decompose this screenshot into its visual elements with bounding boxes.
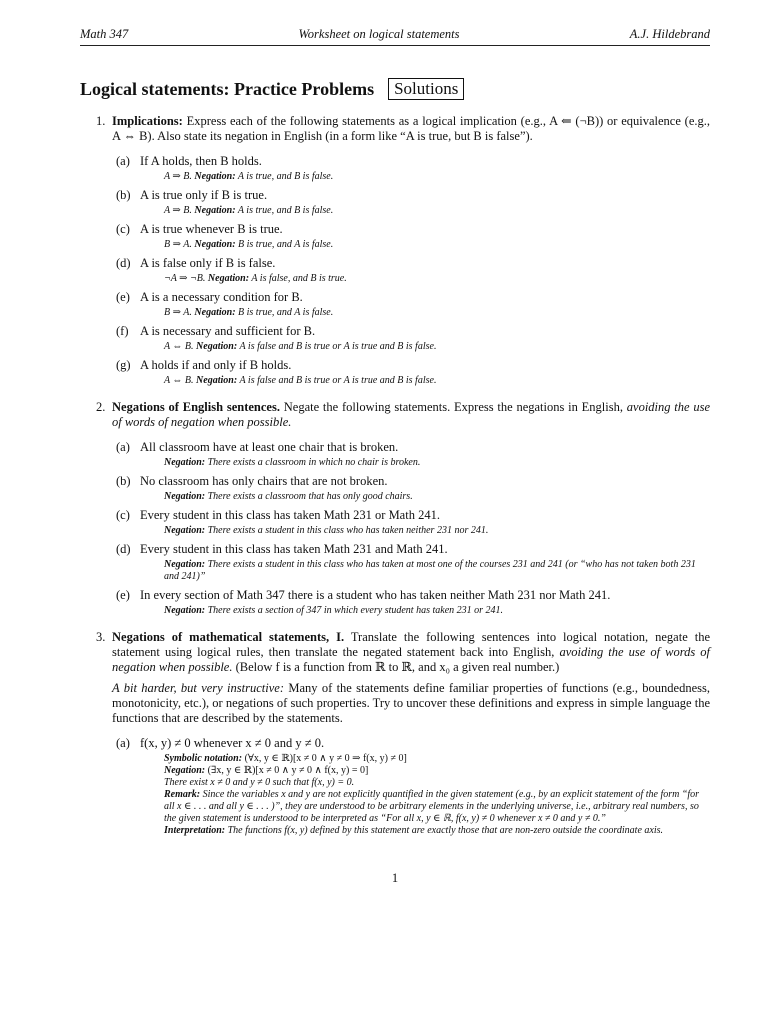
problem-heading: Negations of mathematical statements, I. xyxy=(112,630,345,644)
problem-1 xyxy=(80,114,710,387)
list-item xyxy=(112,154,710,183)
item-statement: A is false only if B is false. xyxy=(140,256,276,270)
problem-intro: Express each of the following statements as a logical implication (e.g., A ⇐ (¬B)) or equivalence (e.g., A ⇔ B). Also state its negation in English (in a form like “A is true, but B is false”). xyxy=(112,114,711,143)
problem-intro-emphasis: avoiding the use of words of negation when possible. xyxy=(112,400,711,429)
negation-label: Negation: xyxy=(164,525,206,536)
list-item xyxy=(112,474,710,503)
item-label: (a) xyxy=(116,736,130,750)
negation-text: A is false and B is true or A is true and B is false. xyxy=(239,341,437,352)
list-item xyxy=(112,222,710,251)
item-label: (d) xyxy=(116,256,131,270)
list-item xyxy=(112,542,710,583)
problem-2 xyxy=(80,400,710,617)
negation-text: (∃x, y ∈ ℝ)[x ≠ 0 ∧ y ≠ 0 ∧ f(x, y) = 0] xyxy=(207,765,369,776)
negation-text: A is false, and B is true. xyxy=(251,273,347,284)
item-answer xyxy=(140,491,710,503)
item-label: (a) xyxy=(116,154,130,168)
problem-items xyxy=(112,154,710,387)
list-item xyxy=(112,588,710,617)
note-text: Many of the statements define familiar properties of functions (e.g., boundedness, monotonicity, etc.), or negations of such properties. Try to uncover these definitions and express in simple language the functions that are described by the statements. xyxy=(112,681,711,725)
problem-intro-emphasis: avoiding the use of words of negation when possible. xyxy=(112,645,710,674)
negation-label: Negation: xyxy=(194,205,236,216)
item-label: (e) xyxy=(116,588,130,602)
list-item xyxy=(112,256,710,285)
item-answer xyxy=(140,205,710,217)
item-answer xyxy=(140,605,710,617)
list-item xyxy=(112,188,710,217)
item-statement: f(x, y) ≠ 0 whenever x ≠ 0 and y ≠ 0. xyxy=(140,736,325,750)
item-label: (b) xyxy=(116,474,131,488)
item-answer xyxy=(140,375,710,387)
solutions-badge: Solutions xyxy=(388,78,464,100)
list-item xyxy=(112,290,710,319)
negation-label: Negation: xyxy=(196,341,238,352)
symbolic-form: ¬A ⇒ ¬B. xyxy=(164,273,206,284)
negation-line xyxy=(164,765,710,777)
negation-text: A is true, and B is false. xyxy=(237,205,334,216)
remark-line xyxy=(164,789,710,825)
problem-number: 3. xyxy=(96,630,106,644)
item-statement: No classroom has only chairs that are not broken. xyxy=(140,474,388,488)
symbolic-label: Symbolic notation: xyxy=(164,753,243,764)
negation-text: There exists a student in this class who has taken at most one of the courses 231 and 241 (or “who has not taken both 231 and 241)” xyxy=(164,559,696,582)
item-statement: A holds if and only if B holds. xyxy=(140,358,292,372)
list-item xyxy=(112,508,710,537)
list-item xyxy=(112,440,710,469)
item-statement: A is true whenever B is true. xyxy=(140,222,283,236)
symbolic-form: A ⇒ B. xyxy=(164,205,192,216)
problem-items xyxy=(112,736,710,837)
problem-intro: Translate the following sentences into logical notation, negate the statement using logical rules, then translate the negated statement back into English, xyxy=(112,630,710,659)
item-answer xyxy=(140,239,710,251)
negation-label: Negation: xyxy=(164,765,206,776)
list-item xyxy=(112,324,710,353)
item-statement: A is a necessary condition for B. xyxy=(140,290,303,304)
author-name: A.J. Hildebrand xyxy=(629,27,710,41)
negation-text: A is false and B is true or A is true and B is false. xyxy=(239,375,437,386)
negation-label: Negation: xyxy=(194,307,236,318)
worksheet-title: Worksheet on logical statements xyxy=(298,27,460,41)
item-answer xyxy=(140,559,710,583)
negation-text: B is true, and A is false. xyxy=(238,307,334,318)
item-statement: All classroom have at least one chair that is broken. xyxy=(140,440,399,454)
item-label: (e) xyxy=(116,290,130,304)
problem-note xyxy=(112,681,710,726)
remark-label: Remark: xyxy=(164,789,201,800)
item-label: (c) xyxy=(116,508,130,522)
item-answer xyxy=(140,457,710,469)
running-header xyxy=(80,27,710,46)
problem-heading: Negations of English sentences. xyxy=(112,400,280,414)
symbolic-form: A ⇒ B. xyxy=(164,171,192,182)
negation-label: Negation: xyxy=(164,559,206,570)
item-label: (c) xyxy=(116,222,130,236)
page-number: 1 xyxy=(391,871,399,885)
negation-label: Negation: xyxy=(194,239,236,250)
negation-label: Negation: xyxy=(196,375,238,386)
symbolic-form: B ⇒ A. xyxy=(164,307,192,318)
negation-label: Negation: xyxy=(194,171,236,182)
item-label: (d) xyxy=(116,542,131,556)
item-statement: In every section of Math 347 there is a student who has taken neither Math 231 nor Math 241. xyxy=(140,588,611,602)
exists-line: There exist x ≠ 0 and y ≠ 0 such that f(x, y) = 0. xyxy=(164,777,355,788)
interpretation-line xyxy=(164,825,710,837)
item-label: (a) xyxy=(116,440,130,454)
problem-number: 2. xyxy=(96,400,106,414)
problem-intro-tail: (Below f is a function from ℝ to ℝ, and x₀ a given real number.) xyxy=(235,660,560,674)
list-item xyxy=(112,358,710,387)
negation-label: Negation: xyxy=(164,605,206,616)
negation-label: Negation: xyxy=(207,273,250,284)
symbolic-form: B ⇒ A. xyxy=(164,239,192,250)
item-label: (g) xyxy=(116,358,131,372)
symbolic-form: A ⇔ B. xyxy=(164,375,194,386)
course-label: Math 347 xyxy=(80,27,129,41)
list-item xyxy=(112,736,710,837)
problem-items xyxy=(112,440,710,617)
negation-text: There exists a section of 347 in which every student has taken 231 or 241. xyxy=(207,605,504,616)
negation-text: A is true, and B is false. xyxy=(237,171,334,182)
item-statement: A is necessary and sufficient for B. xyxy=(140,324,316,338)
item-label: (f) xyxy=(116,324,129,338)
item-answer xyxy=(140,753,710,837)
remark-text: Since the variables x and y are not explicitly quantified in the given statement (e.g., by an explicit statement of the form “for all x ∈ . . . and all y ∈ . . . )”, they are understood to be arbitrary elements in the underlying universe, i.e., arbitrary real numbers, so the given statement is understood to be interpreted as “For all x, y ∈ ℝ, f(x, y) ≠ 0 whenever x ≠ 0 and y ≠ 0.” xyxy=(164,789,700,824)
symbolic-form: (∀x, y ∈ ℝ)[x ≠ 0 ∧ y ≠ 0 ⇒ f(x, y) ≠ 0] xyxy=(244,753,407,764)
symbolic-form: A ⇔ B. xyxy=(164,341,194,352)
problem-number: 1. xyxy=(96,114,106,128)
negation-label: Negation: xyxy=(164,457,206,468)
page-title: Logical statements: Practice Problems xyxy=(80,78,375,99)
item-statement: Every student in this class has taken Math 231 or Math 241. xyxy=(140,508,440,522)
item-statement: A is true only if B is true. xyxy=(140,188,268,202)
item-statement: Every student in this class has taken Math 231 and Math 241. xyxy=(140,542,448,556)
page xyxy=(80,27,711,885)
item-answer xyxy=(140,525,710,537)
item-label: (b) xyxy=(116,188,131,202)
item-answer xyxy=(140,341,710,353)
negation-text: There exists a classroom that has only good chairs. xyxy=(207,491,413,502)
interpretation-text: The functions f(x, y) defined by this statement are exactly those that are non-zero outside the coordinate axis. xyxy=(227,825,663,836)
problem-heading: Implications: xyxy=(112,114,183,128)
negation-text: There exists a classroom in which no chair is broken. xyxy=(207,457,421,468)
title-row xyxy=(80,78,710,100)
negation-text: B is true, and A is false. xyxy=(238,239,334,250)
problem-3 xyxy=(80,630,710,837)
item-answer xyxy=(140,273,710,285)
item-statement: If A holds, then B holds. xyxy=(140,154,262,168)
note-emphasis: A bit harder, but very instructive: xyxy=(112,681,284,695)
interpretation-label: Interpretation: xyxy=(164,825,226,836)
negation-text: There exists a student in this class who has taken neither 231 nor 241. xyxy=(207,525,489,536)
item-answer xyxy=(140,307,710,319)
item-answer xyxy=(140,171,710,183)
symbolic-line xyxy=(164,753,710,765)
negation-label: Negation: xyxy=(164,491,206,502)
problem-intro: Negate the following statements. Express the negations in English, xyxy=(283,400,623,414)
